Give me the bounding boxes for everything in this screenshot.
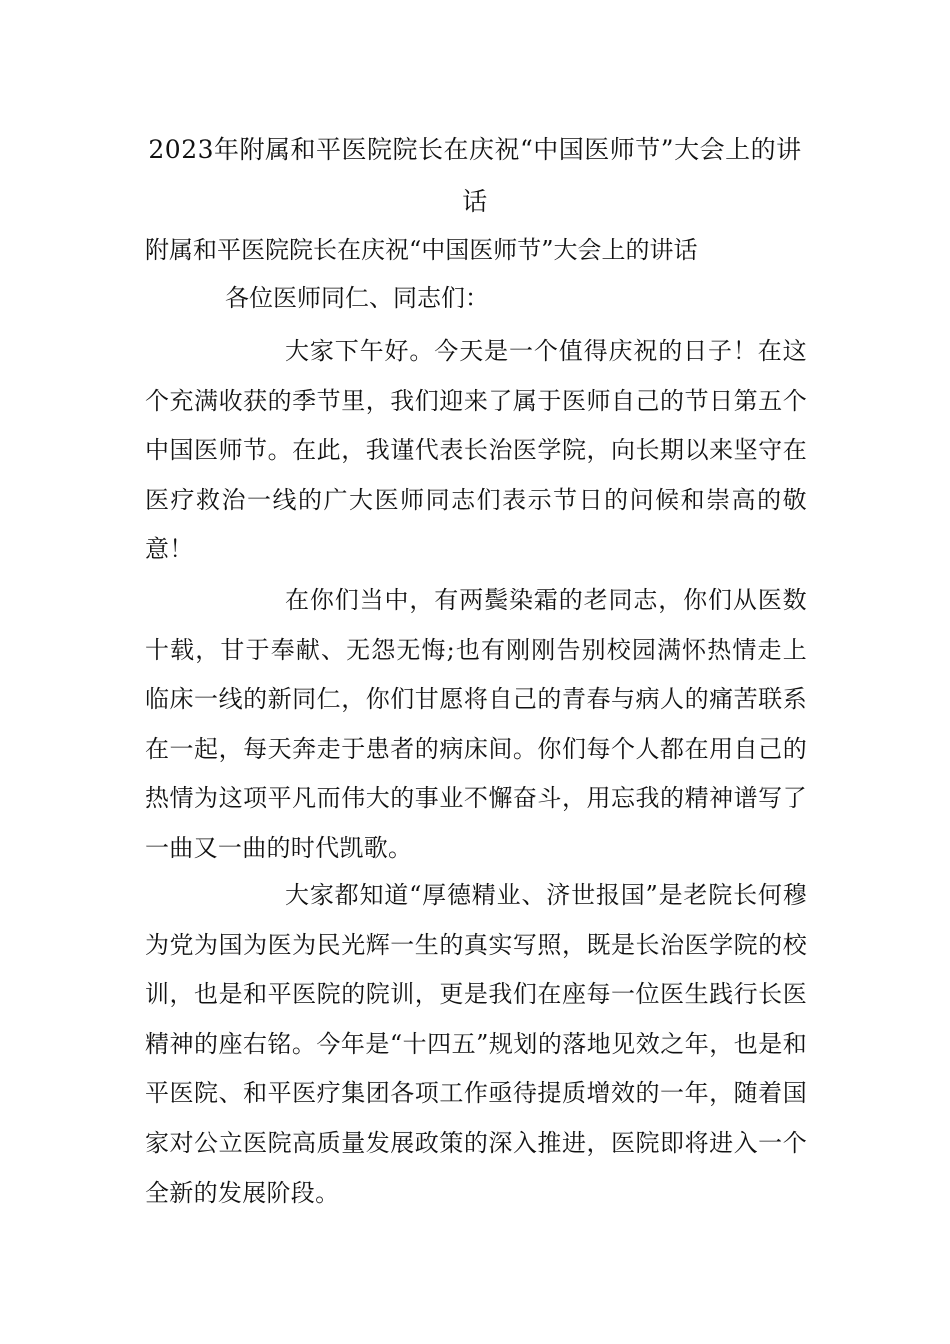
paragraph-3: 大家都知道“厚德精业、济世报国”是老院长何穆为党为国为医为民光辉一生的真实写照，既是长治医学院的校训，也是和平医院的院训，更是我们在座每一位医生践行长医精神的座右铭。今年是“十四五”规划的落地见效之年，也是和平医院、和平医疗集团各项工作亟待提质增效的一年，随着国家对公立医院高质量发展政策的深入推进，医院即将进入一个全新的发展阶段。 [145,881,807,1207]
salutation: 各位医师同仁、同志们： [225,284,489,312]
paragraph-1: 大家下午好。今天是一个值得庆祝的日子！在这个充满收获的季节里，我们迎来了属于医师自己的节日第五个中国医师节。在此，我谨代表长治医学院，向长期以来坚守在医疗救治一线的广大医师同志们表示节日的问候和崇高的敬意！ [145,337,807,564]
document-subtitle: 附属和平医院院长在庆祝“中国医师节”大会上的讲话 [145,236,698,264]
document-title: 2023年附属和平医院院长在庆祝“中国医师节”大会上的讲话 [148,135,802,216]
paragraph-2: 在你们当中，有两鬓染霜的老同志，你们从医数十载，甘于奉献、无怨无悔;也有刚刚告别校园满怀热情走上临床一线的新同仁，你们甘愿将自己的青春与病人的痛苦联系在一起，每天奔走于患者的病床间。你们每个人都在用自己的热情为这项平凡而伟大的事业不懈奋斗，用忘我的精神谱写了一曲又一曲的时代凯歌。 [145,586,807,862]
